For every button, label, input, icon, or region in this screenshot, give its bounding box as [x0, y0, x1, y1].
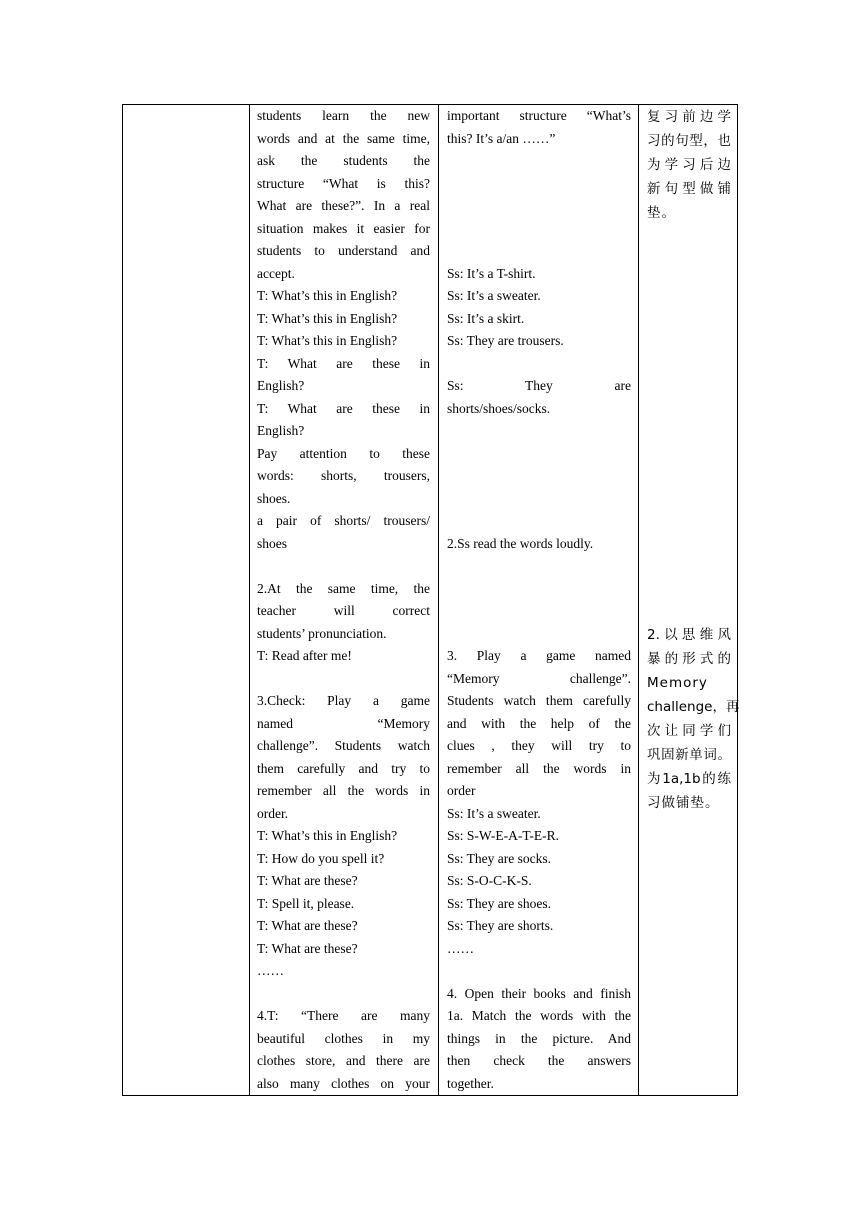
- text-line: order: [447, 783, 476, 798]
- student-activity-text: [447, 105, 631, 1095]
- text-line: ……: [447, 940, 474, 956]
- blank-line: [257, 555, 430, 578]
- text-line: shoes.: [257, 490, 291, 506]
- text-line: clothes store, and there are: [257, 1053, 430, 1068]
- text-line: a pair of shorts/ trousers/: [257, 513, 430, 528]
- text-line: Ss: They are trousers.: [447, 333, 564, 348]
- text-line: Pay attention to these: [257, 445, 430, 461]
- blank-line: [447, 173, 631, 196]
- text-line: 2.Ss read the words loudly.: [447, 535, 594, 551]
- blank-line: [447, 443, 631, 466]
- text-line: words and at the same time,: [257, 130, 430, 146]
- text-line: T: Spell it, please.: [257, 895, 355, 911]
- text-line: remember all the words in: [257, 783, 430, 798]
- text-line: 暴的形式的: [647, 651, 731, 667]
- text-line: important structure “What’s: [447, 108, 631, 123]
- text-line: students to understand and: [257, 243, 430, 258]
- text-line: beautiful clothes in my: [257, 1030, 430, 1046]
- text-line: them carefully and try to: [257, 760, 430, 776]
- text-line: T: What’s this in English?: [257, 828, 398, 843]
- text-line: teacher will correct: [257, 603, 430, 618]
- blank-line: [447, 555, 631, 578]
- text-line: 习做铺垫。: [647, 795, 720, 811]
- text-line: Ss: S-W-E-A-T-E-R.: [447, 828, 559, 843]
- text-line: ……: [257, 963, 284, 978]
- text-line: T: How do you spell it?: [257, 850, 385, 866]
- text-line: 1a. Match the words with the: [447, 1008, 631, 1023]
- text-line: this? It’s a/an ……”: [447, 130, 556, 146]
- text-line: English?: [257, 378, 305, 393]
- text-line: things in the picture. And: [447, 1030, 631, 1046]
- text-line: clues , they will try to: [447, 738, 631, 753]
- table-column-purpose: [639, 105, 740, 1095]
- text-line: challenge”. Students watch: [257, 738, 430, 753]
- text-line: 为1a,1b的练: [647, 771, 731, 787]
- table-column-student-activity: [439, 105, 639, 1095]
- text-line: T: Read after me!: [257, 648, 352, 663]
- blank-line: [447, 623, 631, 646]
- table-column-teacher-activity: [250, 105, 439, 1095]
- text-line: 3. Play a game named: [447, 648, 631, 663]
- blank-line: [447, 218, 631, 241]
- text-line: T: What are these?: [257, 940, 358, 956]
- text-line: “Memory challenge”.: [447, 670, 631, 686]
- text-line: challenge，再: [647, 699, 740, 715]
- blank-line: [447, 488, 631, 511]
- blank-line: [447, 150, 631, 173]
- text-line: situation makes it easier for: [257, 220, 430, 236]
- purpose-note-1: [647, 105, 731, 225]
- text-line: 巩固新单词。: [647, 747, 731, 763]
- blank-line: [257, 983, 430, 1006]
- text-line: students’ pronunciation.: [257, 625, 387, 641]
- text-line: Students watch them carefully: [447, 693, 631, 708]
- blank-line: [257, 668, 430, 691]
- text-line: T: What are these?: [257, 918, 358, 933]
- text-line: 垫。: [647, 205, 676, 221]
- text-line: also many clothes on your: [257, 1075, 430, 1091]
- text-line: students learn the new: [257, 108, 430, 123]
- blank-line: [447, 600, 631, 623]
- text-line: 4.T: “There are many: [257, 1008, 430, 1023]
- blank-line: [447, 510, 631, 533]
- text-line: 复习前边学: [647, 109, 731, 125]
- blank-line: [447, 420, 631, 443]
- text-line: T: What are these?: [257, 873, 358, 888]
- text-line: Ss: It’s a sweater.: [447, 805, 541, 821]
- text-line: 习的句型，也: [647, 133, 731, 149]
- text-line: Memory: [647, 675, 708, 691]
- text-line: shorts/shoes/socks.: [447, 400, 551, 416]
- text-line: Ss: It’s a sweater.: [447, 288, 541, 303]
- text-line: 3.Check: Play a game: [257, 693, 430, 708]
- text-line: T: What are these in: [257, 355, 430, 371]
- text-line: Ss: It’s a T-shirt.: [447, 265, 536, 281]
- text-line: 2.以思维风: [647, 627, 731, 643]
- text-line: 为学习后边: [647, 157, 731, 173]
- text-line: and with the help of the: [447, 715, 631, 731]
- text-line: remember all the words in: [447, 760, 631, 776]
- text-line: Ss: They are shorts.: [447, 918, 554, 933]
- text-line: shoes: [257, 535, 287, 551]
- text-line: T: What’s this in English?: [257, 288, 398, 303]
- text-line: Ss: It’s a skirt.: [447, 310, 525, 326]
- text-line: together.: [447, 1075, 494, 1091]
- blank-line: [447, 240, 631, 263]
- text-line: 新句型做铺: [647, 181, 731, 197]
- text-line: accept.: [257, 265, 295, 281]
- lesson-plan-table: [122, 104, 738, 1096]
- teacher-activity-text: [257, 105, 430, 1095]
- text-line: 4. Open their books and finish: [447, 985, 631, 1001]
- blank-line: [447, 960, 631, 983]
- text-line: Ss: They are: [447, 378, 631, 393]
- text-line: ask the students the: [257, 153, 430, 168]
- text-line: named “Memory: [257, 715, 430, 731]
- text-line: What are these?”. In a real: [257, 198, 430, 213]
- text-line: Ss: S-O-C-K-S.: [447, 873, 532, 888]
- blank-line: [447, 353, 631, 376]
- text-line: 2.At the same time, the: [257, 580, 430, 596]
- blank-line: [447, 578, 631, 601]
- text-line: structure “What is this?: [257, 175, 430, 191]
- text-line: T: What’s this in English?: [257, 310, 398, 326]
- text-line: Ss: They are socks.: [447, 850, 551, 866]
- text-line: Ss: They are shoes.: [447, 895, 551, 911]
- purpose-note-2: [647, 623, 740, 815]
- text-line: T: What’s this in English?: [257, 333, 398, 348]
- table-column-1: [123, 105, 250, 1095]
- text-line: then check the answers: [447, 1053, 631, 1068]
- blank-line: [447, 195, 631, 218]
- text-line: 次让同学们: [647, 723, 731, 739]
- text-line: English?: [257, 423, 305, 438]
- text-line: T: What are these in: [257, 400, 430, 416]
- text-line: words: shorts, trousers,: [257, 468, 430, 483]
- blank-line: [447, 465, 631, 488]
- text-line: order.: [257, 805, 289, 821]
